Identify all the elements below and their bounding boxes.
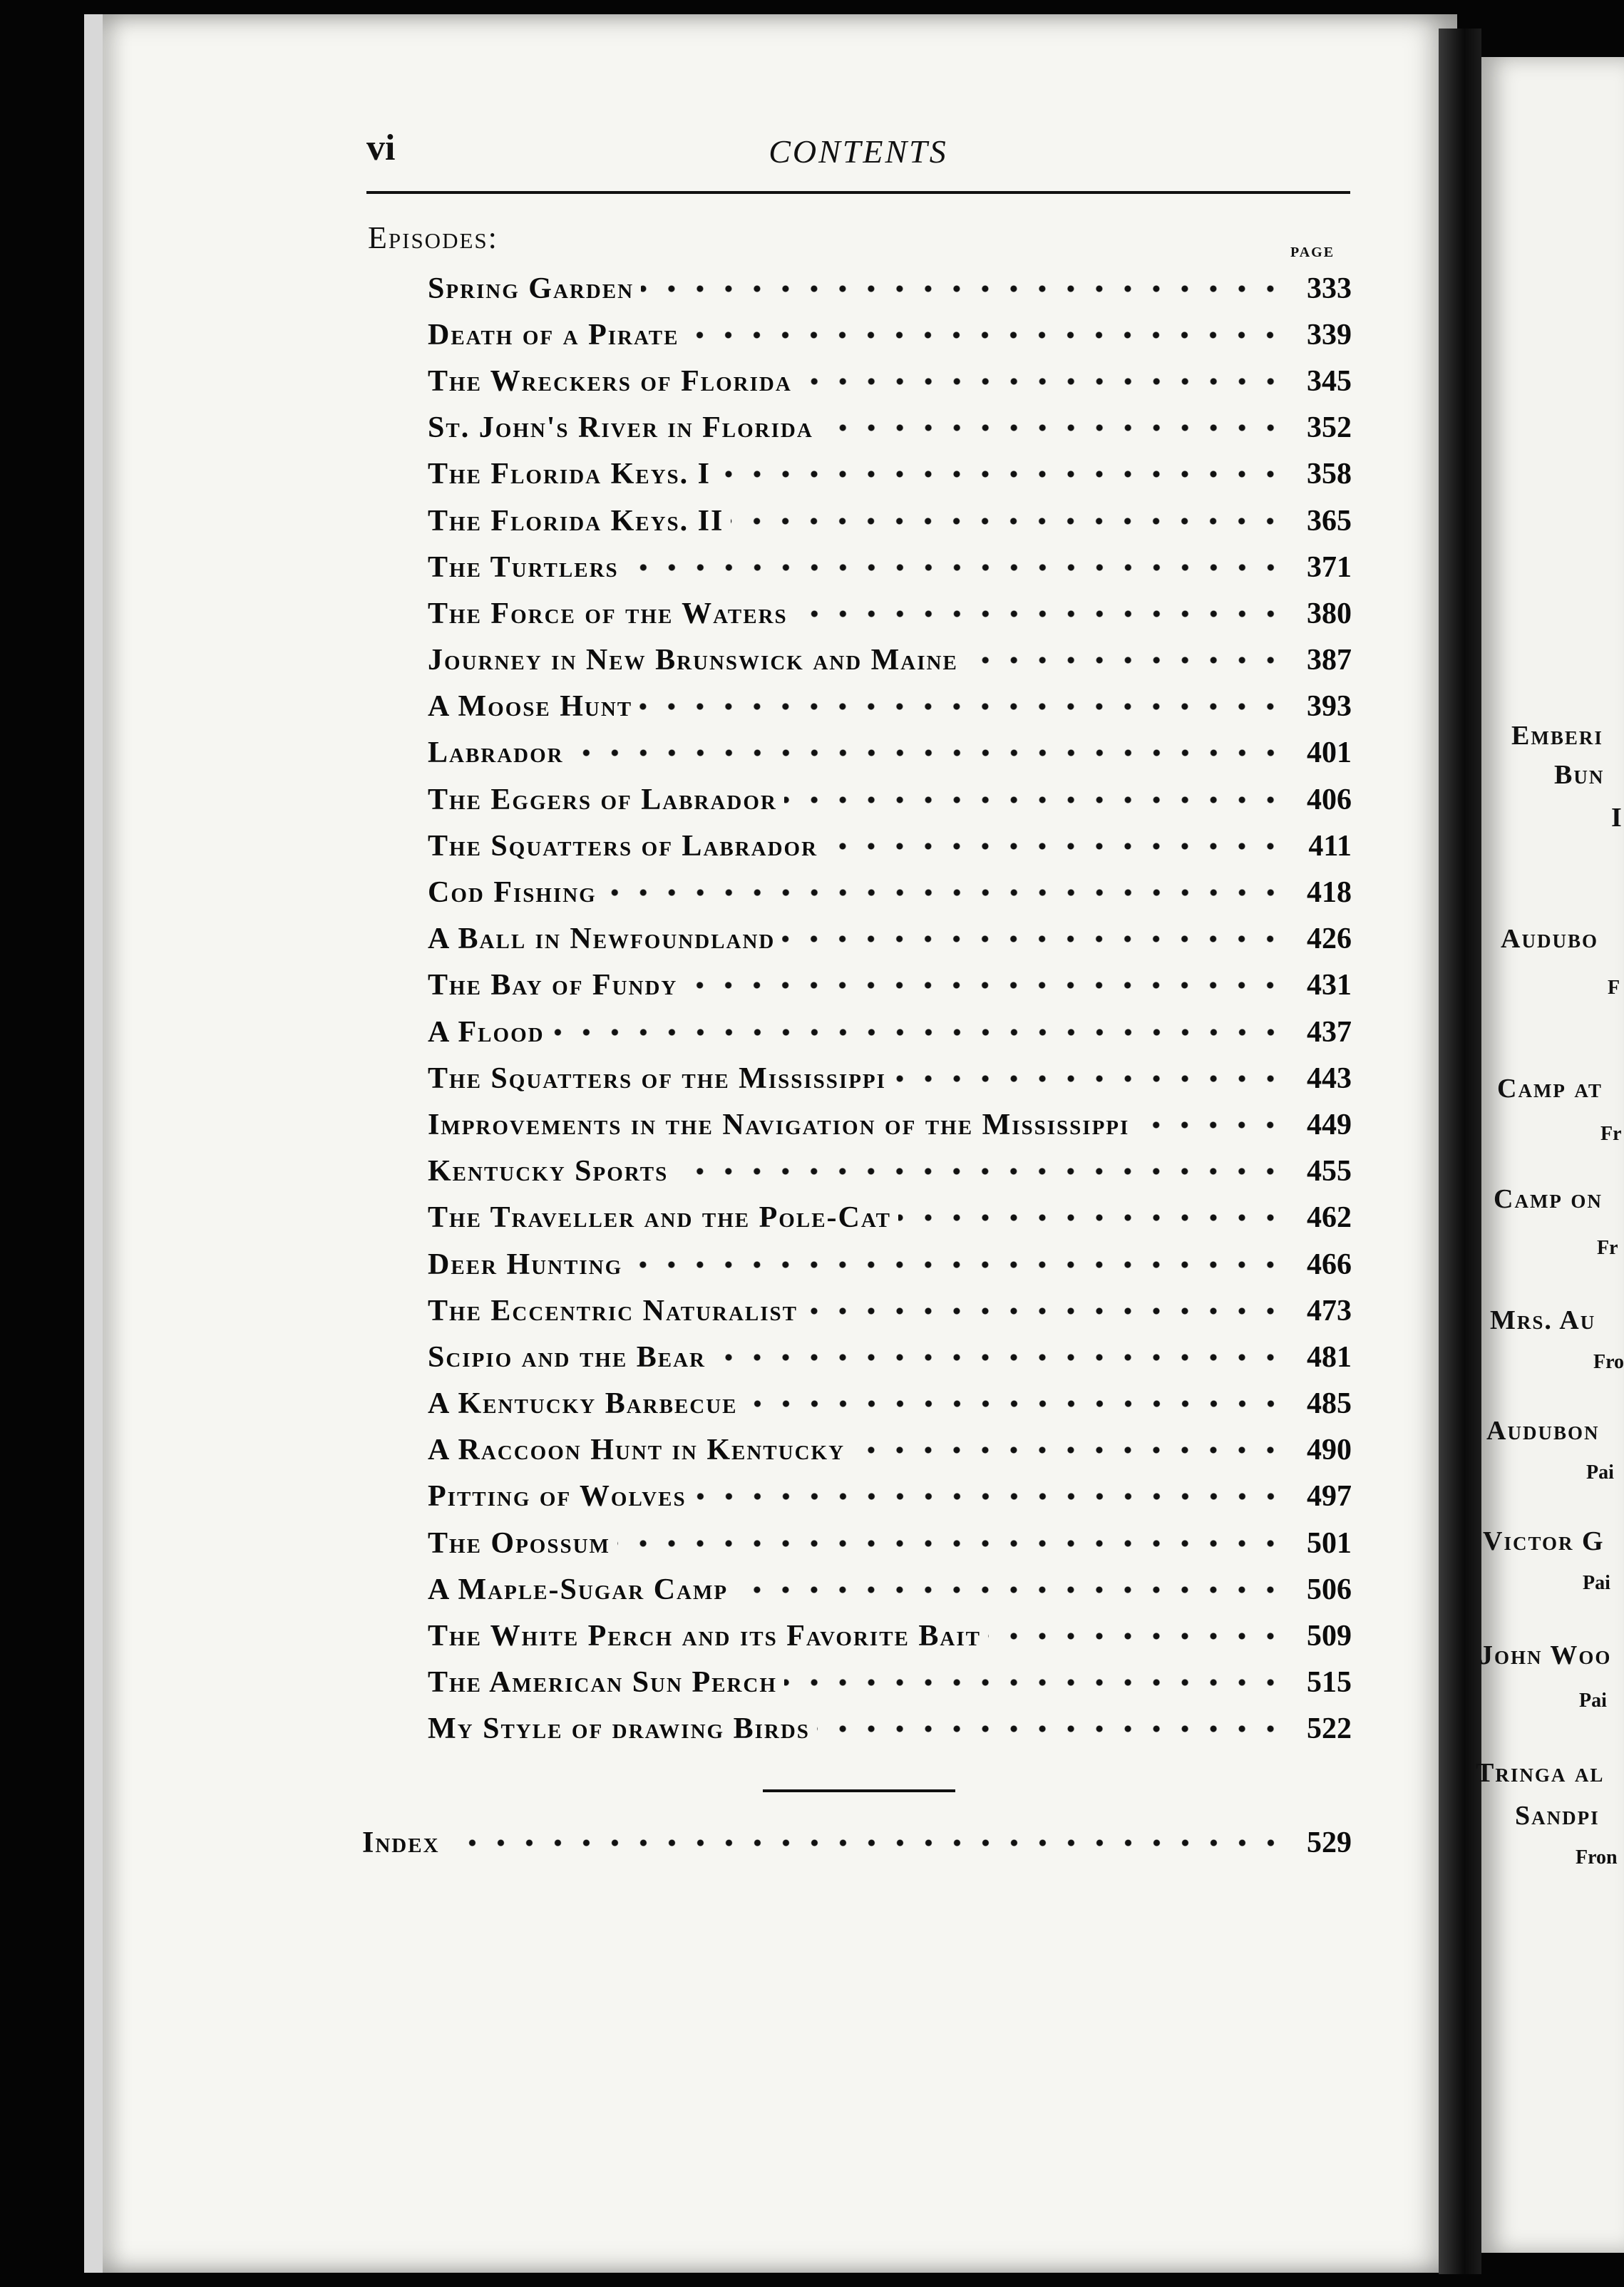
facing-page-caption: Bun bbox=[1554, 760, 1605, 790]
toc-entry bbox=[428, 1427, 1352, 1474]
toc-entry bbox=[428, 1381, 1352, 1427]
dot-leader bbox=[731, 506, 1285, 536]
entry-page-number: 339 bbox=[1307, 318, 1352, 351]
facing-page-caption: Fro bbox=[1593, 1351, 1624, 1373]
toc-entry bbox=[428, 312, 1352, 358]
entry-title: A Ball in Newfoundland bbox=[428, 922, 782, 956]
entry-page-number: 358 bbox=[1307, 458, 1352, 491]
entry-title: Kentucky Sports bbox=[428, 1154, 675, 1188]
toc-entry bbox=[428, 498, 1352, 544]
entry-page-number: 449 bbox=[1307, 1108, 1352, 1141]
entry-title: Spring Garden bbox=[428, 272, 641, 306]
dot-leader bbox=[965, 645, 1285, 675]
entry-page-number: 455 bbox=[1307, 1155, 1352, 1188]
entry-page-number: 443 bbox=[1307, 1062, 1352, 1095]
entry-title: A Flood bbox=[428, 1015, 552, 1049]
toc-entry bbox=[428, 962, 1352, 1009]
dot-leader bbox=[718, 459, 1285, 489]
dot-leader bbox=[639, 692, 1285, 721]
dot-leader bbox=[799, 366, 1285, 396]
facing-page-caption: Emberi bbox=[1511, 721, 1603, 751]
facing-page-caption: F bbox=[1608, 977, 1620, 999]
toc-entry bbox=[428, 1009, 1352, 1055]
toc-entry bbox=[428, 405, 1352, 451]
dot-leader bbox=[684, 970, 1285, 1000]
entry-page-number: 437 bbox=[1307, 1015, 1352, 1049]
entry-title: A Raccoon Hunt in Kentucky bbox=[428, 1433, 852, 1467]
entry-title: Improvements in the Navigation of the Mississippi bbox=[428, 1108, 1136, 1142]
dot-leader bbox=[898, 1203, 1285, 1233]
toc-entry bbox=[428, 1195, 1352, 1241]
toc-entry bbox=[428, 1706, 1352, 1752]
toc-entry bbox=[428, 451, 1352, 498]
entry-title: The Opossum bbox=[428, 1526, 617, 1561]
entry-title: Deer Hunting bbox=[428, 1248, 629, 1282]
facing-page-caption: Audubon bbox=[1486, 1416, 1600, 1446]
entry-title: The White Perch and its Favorite Bait bbox=[428, 1619, 988, 1653]
entry-title: Pitting of Wolves bbox=[428, 1479, 694, 1513]
entry-title: Index bbox=[362, 1826, 457, 1860]
entry-title: The Wreckers of Florida bbox=[428, 364, 799, 399]
entry-page-number: 345 bbox=[1307, 364, 1352, 398]
dot-leader bbox=[795, 599, 1285, 629]
book-gutter bbox=[1439, 29, 1481, 2274]
toc-entry bbox=[428, 637, 1352, 684]
facing-page-caption: Pai bbox=[1586, 1461, 1614, 1484]
entry-page-number: 522 bbox=[1307, 1712, 1352, 1746]
page-column-label: page bbox=[1290, 240, 1335, 262]
entry-title: The Eccentric Naturalist bbox=[428, 1294, 805, 1328]
page-header bbox=[366, 127, 1350, 194]
dot-leader bbox=[694, 1481, 1285, 1511]
entry-page-number: 515 bbox=[1307, 1666, 1352, 1700]
entry-page-number: 462 bbox=[1307, 1201, 1352, 1235]
facing-page-caption: Sandpi bbox=[1515, 1801, 1600, 1831]
toc-entry bbox=[428, 1613, 1352, 1659]
section-heading: Episodes: bbox=[368, 220, 498, 255]
facing-page-caption: I bbox=[1611, 803, 1623, 833]
entry-title: A Moose Hunt bbox=[428, 689, 639, 724]
dot-leader bbox=[988, 1621, 1285, 1651]
dot-leader bbox=[1136, 1110, 1285, 1140]
dot-leader bbox=[817, 1714, 1285, 1744]
entry-page-number: 509 bbox=[1307, 1620, 1352, 1653]
entry-title: Labrador bbox=[428, 736, 571, 770]
toc-entry bbox=[428, 823, 1352, 869]
entry-page-number: 497 bbox=[1307, 1480, 1352, 1513]
index-entry bbox=[362, 1818, 1352, 1868]
facing-page-caption: Fr bbox=[1600, 1123, 1622, 1145]
entry-title: The Eggers of Labrador bbox=[428, 783, 784, 817]
dot-leader bbox=[552, 1017, 1285, 1047]
toc-entry bbox=[428, 1566, 1352, 1613]
facing-page-caption: Tringa al bbox=[1476, 1758, 1605, 1788]
toc-entry bbox=[428, 684, 1352, 730]
entry-page-number: 529 bbox=[1307, 1826, 1352, 1859]
dot-leader bbox=[713, 1342, 1285, 1372]
toc-entry bbox=[428, 590, 1352, 637]
dot-leader bbox=[641, 274, 1285, 304]
entry-page-number: 426 bbox=[1307, 922, 1352, 956]
dot-leader bbox=[821, 413, 1285, 443]
toc-entry bbox=[428, 1101, 1352, 1148]
toc-entry bbox=[428, 1288, 1352, 1334]
entry-title: Journey in New Brunswick and Maine bbox=[428, 643, 965, 677]
entry-title: A Maple-Sugar Camp bbox=[428, 1573, 735, 1607]
dot-leader bbox=[617, 1528, 1285, 1558]
toc-entry bbox=[428, 265, 1352, 312]
entry-page-number: 411 bbox=[1308, 829, 1352, 863]
facing-page-caption: John Woo bbox=[1479, 1640, 1612, 1670]
entry-page-number: 406 bbox=[1307, 783, 1352, 816]
facing-page bbox=[1481, 57, 1624, 2253]
entry-page-number: 401 bbox=[1307, 736, 1352, 770]
facing-page-caption: Audubo bbox=[1501, 924, 1598, 954]
dot-leader bbox=[686, 320, 1285, 350]
dot-leader bbox=[735, 1575, 1285, 1605]
entry-page-number: 418 bbox=[1307, 876, 1352, 910]
entry-title: The Squatters of the Mississippi bbox=[428, 1062, 893, 1096]
dot-leader bbox=[604, 878, 1285, 908]
dot-leader bbox=[629, 1250, 1285, 1280]
toc-entry bbox=[428, 358, 1352, 404]
entry-title: Cod Fishing bbox=[428, 875, 604, 910]
toc-entry bbox=[428, 730, 1352, 776]
entry-title: The Squatters of Labrador bbox=[428, 829, 825, 863]
entry-title: The Florida Keys. II bbox=[428, 504, 731, 538]
dot-leader bbox=[784, 1667, 1285, 1697]
toc-entry bbox=[428, 1334, 1352, 1380]
entry-page-number: 393 bbox=[1307, 690, 1352, 724]
toc-entry bbox=[428, 869, 1352, 915]
dot-leader bbox=[626, 553, 1285, 582]
facing-page-caption: Fron bbox=[1576, 1846, 1618, 1869]
dot-leader bbox=[784, 785, 1285, 815]
divider bbox=[763, 1789, 955, 1792]
entry-page-number: 466 bbox=[1307, 1248, 1352, 1281]
entry-page-number: 501 bbox=[1307, 1526, 1352, 1560]
entry-title: A Kentucky Barbecue bbox=[428, 1387, 745, 1421]
entry-page-number: 371 bbox=[1307, 550, 1352, 584]
dot-leader bbox=[782, 924, 1285, 954]
page-number: vi bbox=[366, 128, 396, 168]
toc-entry bbox=[428, 916, 1352, 962]
dot-leader bbox=[825, 831, 1285, 861]
entry-page-number: 352 bbox=[1307, 411, 1352, 445]
toc-entry bbox=[428, 1474, 1352, 1520]
facing-page-caption: Pai bbox=[1583, 1572, 1610, 1594]
dot-leader bbox=[852, 1435, 1285, 1465]
dot-leader bbox=[457, 1828, 1285, 1858]
entry-title: The Force of the Waters bbox=[428, 597, 795, 631]
dot-leader bbox=[745, 1389, 1285, 1419]
entry-page-number: 333 bbox=[1307, 272, 1352, 305]
entry-title: The Traveller and the Pole-Cat bbox=[428, 1201, 898, 1235]
entry-page-number: 473 bbox=[1307, 1294, 1352, 1327]
entry-page-number: 481 bbox=[1307, 1340, 1352, 1374]
toc-entry bbox=[428, 1520, 1352, 1566]
dot-leader bbox=[675, 1156, 1285, 1186]
entry-page-number: 431 bbox=[1307, 969, 1352, 1002]
facing-page-caption: Pai bbox=[1579, 1690, 1607, 1712]
entry-page-number: 485 bbox=[1307, 1387, 1352, 1421]
entry-title: Scipio and the Bear bbox=[428, 1340, 713, 1374]
entry-title: The Florida Keys. I bbox=[428, 457, 718, 491]
facing-page-caption: Camp on bbox=[1494, 1184, 1603, 1214]
facing-page-caption: Fr bbox=[1597, 1237, 1618, 1259]
toc-entry bbox=[428, 776, 1352, 823]
entry-page-number: 506 bbox=[1307, 1573, 1352, 1606]
toc-entry bbox=[428, 1241, 1352, 1288]
dot-leader bbox=[893, 1064, 1285, 1094]
facing-page-caption: Camp at bbox=[1497, 1074, 1603, 1104]
entry-title: My Style of drawing Birds bbox=[428, 1712, 817, 1746]
toc-entry bbox=[428, 544, 1352, 590]
entry-page-number: 490 bbox=[1307, 1434, 1352, 1467]
running-head: CONTENTS bbox=[769, 133, 948, 170]
entry-title: Death of a Pirate bbox=[428, 318, 686, 352]
toc-entry bbox=[428, 1148, 1352, 1195]
entry-page-number: 365 bbox=[1307, 504, 1352, 538]
dot-leader bbox=[805, 1296, 1285, 1326]
toc-entry bbox=[428, 1055, 1352, 1101]
entry-page-number: 387 bbox=[1307, 644, 1352, 677]
toc-entry bbox=[428, 1660, 1352, 1706]
entry-page-number: 380 bbox=[1307, 597, 1352, 630]
entry-title: The American Sun Perch bbox=[428, 1665, 784, 1700]
facing-page-caption: Victor G bbox=[1483, 1526, 1605, 1556]
entry-title: The Turtlers bbox=[428, 550, 626, 585]
facing-page-caption: Mrs. Au bbox=[1490, 1305, 1596, 1335]
entry-title: St. John's River in Florida bbox=[428, 411, 821, 445]
table-of-contents bbox=[428, 265, 1352, 1752]
entry-title: The Bay of Fundy bbox=[428, 968, 684, 1002]
dot-leader bbox=[571, 738, 1285, 768]
